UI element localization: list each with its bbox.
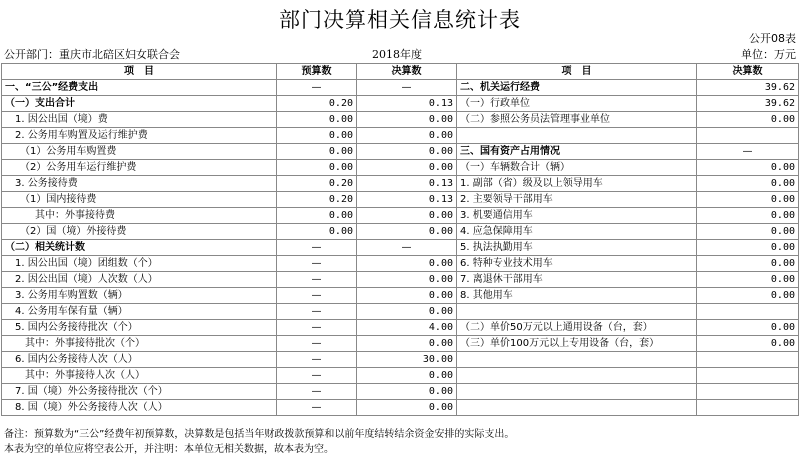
row-item-label: （一）支出合计 [2, 96, 277, 112]
row-item-label: 2. 因公出国（境）人次数（人） [2, 272, 277, 288]
row-item-label: （1）国内接待费 [2, 192, 277, 208]
department-label: 公开部门：重庆市北碚区妇女联合会 [4, 48, 180, 61]
row-item-label-right: （二）参照公务员法管理事业单位 [457, 112, 697, 128]
row-item-label-right [457, 128, 697, 144]
row-budget-value: — [277, 80, 357, 96]
row-final-value-right: 39.62 [697, 80, 799, 96]
row-final-value: 0.13 [357, 96, 457, 112]
row-final-value-right: 0.00 [697, 320, 799, 336]
row-budget-value: 0.00 [277, 144, 357, 160]
table-body [2, 80, 799, 416]
row-final-value: 0.00 [357, 144, 457, 160]
header-final: 决算数 [357, 64, 457, 80]
note-line: 备注：预算数为“三公”经费年初预算数，决算数是包括当年财政拨款预算和以前年度结转结余资金安排的实际支出。 [4, 429, 515, 440]
header-final-right: 决算数 [697, 64, 799, 80]
row-final-value-right: — [697, 144, 799, 160]
row-budget-value: — [277, 336, 357, 352]
row-final-value-right [697, 368, 799, 384]
notes [4, 427, 514, 457]
row-final-value: 30.00 [357, 352, 457, 368]
table-row [2, 208, 799, 224]
header-budget: 预算数 [277, 64, 357, 80]
row-item-label: （2）公务用车运行维护费 [2, 160, 277, 176]
row-final-value: 0.00 [357, 128, 457, 144]
row-budget-value: — [277, 384, 357, 400]
row-budget-value: — [277, 320, 357, 336]
row-final-value-right: 0.00 [697, 336, 799, 352]
table-row [2, 384, 799, 400]
row-final-value: 0.00 [357, 304, 457, 320]
row-item-label: （2）国（境）外接待费 [2, 224, 277, 240]
table-row [2, 176, 799, 192]
row-final-value-right: 0.00 [697, 224, 799, 240]
header-item-right: 项 目 [457, 64, 697, 80]
table-row [2, 320, 799, 336]
row-budget-value: — [277, 288, 357, 304]
table-row [2, 304, 799, 320]
row-budget-value: 0.20 [277, 192, 357, 208]
row-item-label-right [457, 384, 697, 400]
row-item-label: 其中：外事接待费 [2, 208, 277, 224]
row-final-value-right [697, 400, 799, 416]
row-budget-value: 0.20 [277, 176, 357, 192]
row-final-value-right: 0.00 [697, 192, 799, 208]
row-final-value-right [697, 128, 799, 144]
row-budget-value: — [277, 400, 357, 416]
row-item-label-right: 4. 应急保障用车 [457, 224, 697, 240]
row-budget-value: 0.00 [277, 208, 357, 224]
row-final-value-right: 0.00 [697, 176, 799, 192]
row-budget-value: — [277, 368, 357, 384]
row-final-value-right: 0.00 [697, 160, 799, 176]
table-row [2, 96, 799, 112]
row-item-label: 一、“三公”经费支出 [2, 80, 277, 96]
row-final-value: 0.00 [357, 384, 457, 400]
table-row [2, 128, 799, 144]
table-row [2, 160, 799, 176]
row-final-value-right [697, 304, 799, 320]
row-final-value: 4.00 [357, 320, 457, 336]
row-item-label: 5. 国内公务接待批次（个） [2, 320, 277, 336]
row-item-label-right: 1. 副部（省）级及以上领导用车 [457, 176, 697, 192]
row-item-label: 6. 国内公务接待人次（人） [2, 352, 277, 368]
row-budget-value: — [277, 240, 357, 256]
table-row [2, 256, 799, 272]
row-item-label-right: 三、国有资产占用情况 [457, 144, 697, 160]
row-item-label: 其中：外事接待批次（个） [2, 336, 277, 352]
table-row [2, 80, 799, 96]
row-final-value-right: 0.00 [697, 240, 799, 256]
row-budget-value: 0.00 [277, 112, 357, 128]
year-label: 2018年度 [372, 48, 422, 61]
table-row [2, 336, 799, 352]
row-budget-value: 0.00 [277, 224, 357, 240]
row-budget-value: — [277, 272, 357, 288]
row-final-value: 0.00 [357, 256, 457, 272]
statistics-table [1, 63, 799, 416]
row-item-label-right: 3. 机要通信用车 [457, 208, 697, 224]
row-budget-value: 0.00 [277, 128, 357, 144]
row-item-label-right: （二）单价50万元以上通用设备（台，套） [457, 320, 697, 336]
row-final-value: 0.00 [357, 400, 457, 416]
row-item-label: 2. 公务用车购置及运行维护费 [2, 128, 277, 144]
row-final-value: — [357, 240, 457, 256]
row-item-label: （1）公务用车购置费 [2, 144, 277, 160]
row-final-value-right: 39.62 [697, 96, 799, 112]
row-budget-value: — [277, 304, 357, 320]
table-row [2, 400, 799, 416]
note-line: 本表为空的单位应将空表公开，并注明：本单位无相关数据，故本表为空。 [4, 444, 334, 455]
table-row [2, 240, 799, 256]
table-row [2, 192, 799, 208]
row-item-label: （二）相关统计数 [2, 240, 277, 256]
table-code: 公开08表 [749, 32, 796, 45]
row-final-value: 0.00 [357, 208, 457, 224]
table-row [2, 288, 799, 304]
row-final-value-right [697, 384, 799, 400]
table-row [2, 352, 799, 368]
row-item-label-right: 8. 其他用车 [457, 288, 697, 304]
row-final-value-right: 0.00 [697, 256, 799, 272]
row-item-label-right [457, 368, 697, 384]
row-final-value: 0.00 [357, 112, 457, 128]
row-item-label-right: 5. 执法执勤用车 [457, 240, 697, 256]
table-row [2, 144, 799, 160]
currency-unit-label: 单位：万元 [741, 48, 796, 61]
row-final-value: 0.00 [357, 160, 457, 176]
row-budget-value: 0.20 [277, 96, 357, 112]
header-item: 项 目 [2, 64, 277, 80]
row-final-value: 0.00 [357, 224, 457, 240]
row-final-value: 0.00 [357, 272, 457, 288]
row-item-label: 3. 公务接待费 [2, 176, 277, 192]
row-item-label-right: （三）单价100万元以上专用设备（台，套） [457, 336, 697, 352]
row-item-label: 1. 因公出国（境）费 [2, 112, 277, 128]
meta-row [0, 46, 800, 61]
row-final-value-right: 0.00 [697, 288, 799, 304]
row-final-value: 0.00 [357, 288, 457, 304]
row-final-value: — [357, 80, 457, 96]
table-row [2, 272, 799, 288]
row-final-value-right: 0.00 [697, 112, 799, 128]
table-row [2, 112, 799, 128]
table-row [2, 368, 799, 384]
row-item-label: 7. 国（境）外公务接待批次（个） [2, 384, 277, 400]
row-item-label-right: 6. 特种专业技术用车 [457, 256, 697, 272]
row-budget-value: — [277, 352, 357, 368]
row-item-label: 1. 因公出国（境）团组数（个） [2, 256, 277, 272]
row-item-label-right [457, 304, 697, 320]
row-final-value: 0.00 [357, 368, 457, 384]
row-item-label-right: 7. 离退休干部用车 [457, 272, 697, 288]
row-item-label-right: 二、机关运行经费 [457, 80, 697, 96]
row-budget-value: 0.00 [277, 160, 357, 176]
row-item-label: 其中：外事接待人次（人） [2, 368, 277, 384]
row-final-value: 0.13 [357, 176, 457, 192]
row-item-label: 8. 国（境）外公务接待人次（人） [2, 400, 277, 416]
row-final-value-right: 0.00 [697, 272, 799, 288]
row-item-label-right: 2. 主要领导干部用车 [457, 192, 697, 208]
row-item-label-right [457, 400, 697, 416]
row-final-value-right [697, 352, 799, 368]
page-title: 部门决算相关信息统计表 [279, 8, 521, 32]
row-final-value: 0.00 [357, 336, 457, 352]
row-final-value: 0.13 [357, 192, 457, 208]
row-final-value-right: 0.00 [697, 208, 799, 224]
row-budget-value: — [277, 256, 357, 272]
row-item-label: 3. 公务用车购置数（辆） [2, 288, 277, 304]
row-item-label-right [457, 352, 697, 368]
row-item-label-right: （一）行政单位 [457, 96, 697, 112]
table-header-row [2, 64, 799, 80]
row-item-label-right: （一）车辆数合计（辆） [457, 160, 697, 176]
table-row [2, 224, 799, 240]
row-item-label: 4. 公务用车保有量（辆） [2, 304, 277, 320]
